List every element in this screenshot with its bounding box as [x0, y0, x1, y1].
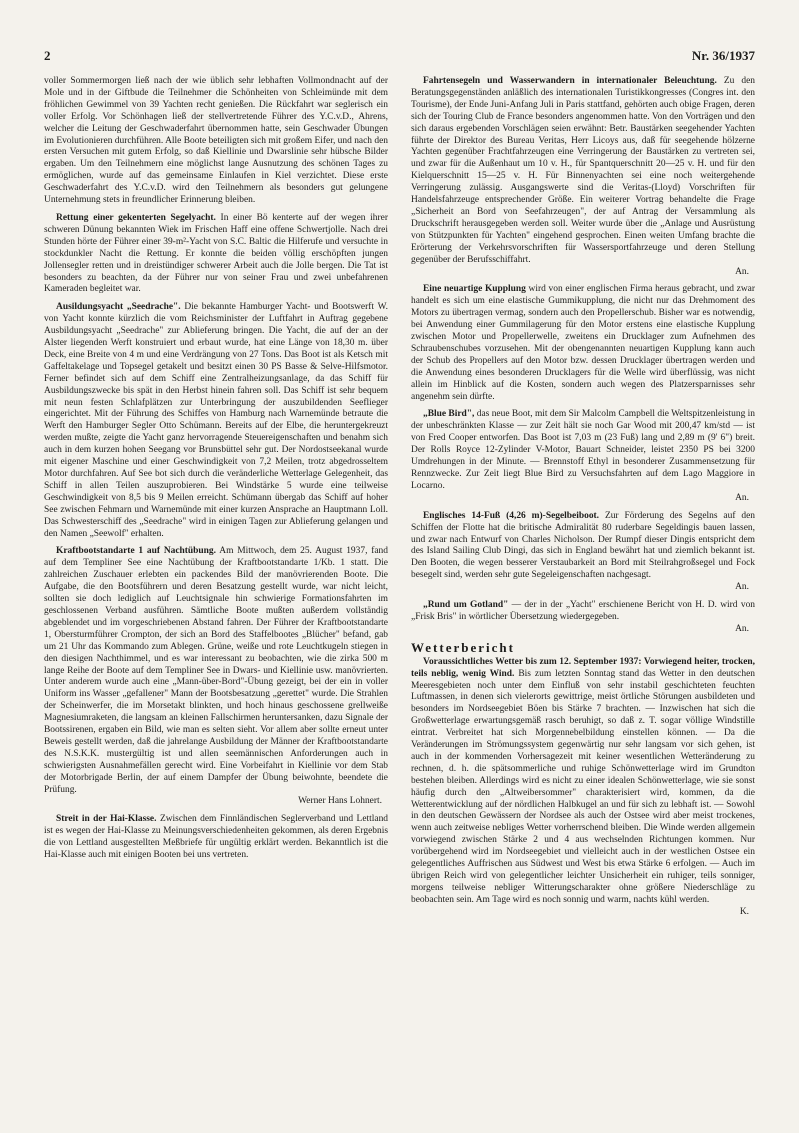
page-number: 2	[44, 48, 51, 63]
left-column	[44, 76, 388, 868]
article-body: In einer Bö kenterte auf der wegen ihrer schweren Dünung bekannten Wiek im Frischen Haff eine offene Schwertjolle. Nach drei Stunden hörte der Führer einer 39-m²-Yacht von S.C. Baltic die Hilferufe und versuchte in stockdunkler Nacht die Rettung. Er konnte die beiden völlig erschöpften jungen Jollensegler retten und in dreistündiger schwerer Arbeit auch die Jolle bergen. Die Tat ist besonders zu beachten, da der Führer nur von seiner Frau und zwei unbefahrenen Kameraden begleitet war.	[44, 212, 388, 295]
article-signature: An.	[735, 266, 749, 277]
article-headline: Englisches 14-Fuß (4,26 m)-Segelbeiboot.	[423, 510, 600, 521]
article-headline: Kraftbootstandarte 1 auf Nachtübung.	[56, 546, 217, 557]
issue-number: Nr. 36/1937	[691, 48, 755, 63]
article-body: voller Sommermorgen ließ nach der wie üblich sehr lebhaften Vollmondnacht auf der Mole und in der Giftbude die Teilnehmer die Schönheiten von Schleimünde mit dem fröhlichen Gewimmel von 39 Yachten recht genießen. Die Rückfahrt war seglerisch ein voller Erfolg. Vor Schönhagen ließ der stellvertretende Führer des Y.C.v.D., Ahrens, welcher die Leitung der Geschwaderfahrt übernommen hatte, sein Geschwader Übungen im Evolutionieren durchführen. Alle Boote beteiligten sich mit großem Eifer, und nach den ersten Versuchen mit gutem Erfolg, so daß Kiellinie und Dwarslinie sehr hübsche Bilder ergaben. Um den Teilnehmern eine möglichst lange Ausnutzung des schönen Tages zu ermöglichen, wurde auf das gemeinsame Einlaufen in Kiel verzichtet. Diese erste Geschwaderfahrt des Y.C.v.D. wird den Teilnehmern als besonders gut gelungene Unternehmung stets in freundlicher Erinnerung bleiben.	[44, 76, 388, 206]
article-seedrache	[44, 302, 388, 540]
article-headline: „Rund um Gotland"	[423, 600, 509, 611]
article-signature: An.	[735, 582, 749, 593]
article-fahrtensegeln	[411, 76, 755, 278]
article-headline: Fahrtensegeln und Wasserwandern in internationaler Beleuchtung.	[423, 76, 717, 86]
article-englisches	[411, 511, 755, 594]
article-body: Zwischen dem Finnländischen Seglerverband und Lettland ist es wegen der Hai-Klasse zu Meinungsverschiedenheiten gekommen, als deren Ergebnis die von Lettland ausgestellten Meßbriefe für ungültig erklärt werden. Bekanntlich ist die Hai-Klasse auch mit einigen Booten bei uns vertreten.	[44, 814, 389, 861]
right-column	[411, 76, 755, 925]
article-rettung	[44, 213, 388, 296]
weather-headline: Voraussichtliches Wetter bis zum 12. September 1937: Vorwiegend heiter, trocken, teils neblig, wenig Wind.	[411, 656, 755, 679]
article-signature: An.	[735, 492, 749, 503]
article-gotland	[411, 600, 755, 636]
article-signature: Werner Hans Lohnert.	[298, 796, 382, 807]
article-headline: „Blue Bird",	[423, 409, 475, 420]
weather-report	[411, 639, 756, 919]
page-header	[44, 48, 755, 68]
article-headline: Ausildungsyacht „Seedrache".	[56, 302, 181, 313]
weather-section-title: Wetterbericht	[411, 639, 515, 655]
weather-body: Bis zum letzten Sonntag stand das Wetter in den deutschen Meeresgebieten noch unter dem Einfluß von sehr instabil geschichteten feuchten Luftmassen, in denen sich vielerorts gewittrige, meist örtliche Störungen ausbildeten und besonders im Nordseegebiet Böen bis Stärke 7 brachten. — Inzwischen hat sich die Großwetterlage erwartungsgemäß rasch beruhigt, so daß z. T. sogar völlige Windstille eintrat. Verbreitet hat sich Morgennebelbildung einstellen können. — Da die Veränderungen im Strömungssystem gegenwärtig nur sehr langsam vor sich gehen, ist auch in der kommenden Vorhersagezeit mit keiner wesentlichen Wetteränderung zu rechnen, d. h. die spätsommerliche und ruhige Schönwetterlage wird im Grundton bestehen bleiben. Allerdings wird es nicht zu einer idealen Schönwetterlage, wie sie sonst häufig durch den „Altweibersommer" charakterisiert wird, kommen, da die Wetterentwicklung auf der nördlichen Halbkugel an und für sich zu lebhaft ist. — Sowohl in den deutschen Gewässern der Nordsee als auch der Ostsee wird aber meist trockenes, wenn auch zeitweise nebliges Wetter vorherrschend bleiben. Die Winde werden allgemein vorwiegend zwischen Stärke 2 und 4 aus wechselnden Richtungen kommen. Nur vorübergehend wird im Nordseegebiet und vielleicht auch in der westlichen Ostsee ein gelegentliches Auffrischen aus Südwest und West bis etwa Stärke 6 erfolgen. — Auch im übrigen Reich wird von gelegentlicher leichter Unsicherheit ein ruhiger, teils sonniger, morgens teilweise nebliger Witterungscharakter ohne größere Niederschläge zu beobachten sein. Am Tage wird es noch sonnig und warm, nachts kühl werden.	[411, 668, 756, 905]
article-hai	[44, 814, 388, 862]
article-headline: Eine neuartige Kupplung	[423, 284, 526, 295]
article-kraftboot	[44, 546, 388, 808]
article-signature: An.	[735, 623, 749, 634]
article-headline: Rettung einer gekenterten Segelyacht.	[56, 212, 216, 223]
article-body: Am Mittwoch, dem 25. August 1937, fand auf dem Templiner See eine Nachtübung der Kraftbootstandarte 1/Kb. 1 statt. Die zahlreichen Zuschauer erlebten ein packendes Bild der manövrierenden Boote. Die Aufgabe, die den Bootsführern und deren Besatzung gestellt wurde, war nicht leicht, sollten sie doch lediglich auf Leuchtsignale hin schwierige Formationsfahrten im geschlossenen Verband ausführen. Sämtliche Boote mußten außerdem vollständig abgeblendet und im vorgeschriebenen Abstand fahren. Der Führer der Kraftbootstandarte 1, Obersturmführer Crompton, der sich an Bord des Staffelbootes „Blücher" befand, gab um 21 Uhr das Kommando zum Ablegen. Grüne, weiße und rote Leuchtkugeln stiegen in den diesigen Nachthimmel, und es war interessant zu beobachten, wie die zirka 500 m lange Reihe der Boote auf dem Templiner See in Dwars- und Kiellinie usw. manövrierten. Unter anderem wurde auch eine „Mann-über-Bord"-Übung gezeigt, bei der ein in voller Uniform ins Wasser „gefallener" Mann der Bootsbesatzung „gerettet" wurde. Die Strahlen der Scheinwerfer, die im Morsetakt blinkten, und hoch hinaus geschossene grellweiße Magnesiumraketen, die langsam an kleinen Fallschirmen heruntersanken, dazu Signale der Bootssirenen, ergaben ein Bild, wie man es selten sieht. Vor allem aber sollte erneut unter Beweis gestellt werden, daß die jahrelange Ausbildung der Männer der Kraftbootstandarte des N.S.K.K. mustergültig ist und allen seemännischen Anforderungen auch in schwierigsten Ausnahmefällen gerecht wird. Eine Vorbeifahrt in Kiellinie vor dem Stab der Motorbrigade Berlin, der auf einem Dampfer der Übung beiwohnte, beendete die Prüfung.	[44, 546, 388, 795]
article-headline: Streit in der Hai-Klasse.	[56, 814, 157, 825]
article-body: Zu den Beratungsgegenständen anläßlich des internationalen Turistikkongresses (Congres int. den Tourisme), der Ende Juni-Anfang Juli in Paris stattfand, gehörten auch obige Fragen, deren sich der Touring Club de France besonders angenommen hatte. Von den Vorträgen und den sich daraus ergebenden Vorschlägen seien erwähnt: Betr. Baustärken seegehender Yachten führte der Direktor des Bureau Veritas, Herr Licoys aus, daß für seegehende hölzerne Yachten gegenüber Frachtfahrzeugen eine Verringerung der Baustärken zu vertreten sei, und zwar für die Außenhaut um 10 v. H., für Spantquerschnitt 20—25 v. H. und für den Kielquerschnitt 15—25 v. H. Für Binnenyachten sei eine noch weitergehende Verringerung zulässig. Ausgangswerte sind die Veritas-(Lloyd) Vorschriften für Handelsfahrzeuge entsprechender Größe. Ein weiterer Vortrag behandelte die Frage „Sicherheit an Bord von Seefahrzeugen", der auf Antrag der Versammlung als Druckschrift herausgegeben werden soll. Weiter wurde über die „Anlage und Ausrüstung von Stützpunkten für Yachten" eingehend gesprochen. Einen weiten Umfang brachte die Erörterung der Verkehrsvorschriften für Wassersportfahrzeuge und deren Stellung gegenüber der Berufsschiffahrt.	[411, 76, 755, 265]
article-body: das neue Boot, mit dem Sir Malcolm Campbell die Weltspitzenleistung in der unbeschränkten Klasse — zur Zeit hält sie noch Gar Wood mit 200,47 km/std — ist von Fred Cooper entworfen. Das Boot ist 7,03 m (23 Fuß) lang und 2,89 m (9' 6") breit. Der Rolls Royce 12-Zylinder V-Motor, Bauart Schneider, leistet 2350 PS bei 3200 Umdrehungen in der Minute. — Brennstoff Ethyl in besonderer Zusammensetzung für Rennzwecke. Zur Zeit liegt Blue Bird zu Versuchsfahrten auf dem Lago Maggiore in Locarno.	[411, 409, 756, 491]
article-body: — der in der „Yacht" erschienene Bericht von H. D. wird von „Frisk Bris" in wörtlicher Übersetzung wiedergegeben.	[411, 600, 756, 622]
weather-signature: K.	[739, 906, 749, 917]
article-bluebird	[411, 409, 755, 504]
article-body: wird von einer englischen Firma heraus gebracht, und zwar handelt es sich um eine elastische Gummikupplung, die nicht nur das Drehmoment des Motors zu übertragen vermag, sondern auch den Propellerschub. Bisher war es notwendig, bei Anwendung einer Gummilagerung für den Motor erstens eine elastische Kupplung zwischen Motor und Propellerwelle, zweitens ein Drucklager zum Aufnehmen des Schraubenschubes vorzusehen. Mit der obengenannten neuartigen Kupplung kann auch der Schub des Propellers auf den Motor bzw. dessen Drucklager übertragen werden und die Anwendung eines besonderen Drucklagers für die Welle wird überflüssig, was nicht allein im Hinblick auf die Kosten, sondern auch wegen des Platzersparnisses sehr angenehm sein dürfte.	[411, 284, 756, 402]
article-body: Die bekannte Hamburger Yacht- und Bootswerft W. von Yacht konnte kürzlich die vom Reichsminister der Luftfahrt in Auftrag gegebene Ausbildungsyacht „Seedrache" zur Ablieferung bringen. Die Yacht, die auf der an der Alster liegenden Werft konstruiert und erbaut wurde, hat eine Länge von 18,30 m. über Deck, eine Breite von 4 m und eine Verdrängung von 27 Tons. Das Boot ist als Ketsch mit Gaffeltakelage und Topsegel getakelt und besitzt einen 30 PS Basse & Selve-Hilfsmotor. Ferner befindet sich auf dem Schiff eine Zentralheizungsanlage, da das Schiff für Ausbildungszwecke bis spät in den Herbst hinein fahren soll. Das Schiff ist sehr bequem mit neun festen Schlafplätzen zur Unterbringung der auszubildenden Seeflieger eingerichtet. Mit der Führung des Schiffes von Hamburg nach Warnemünde betraute die Werft den Hamburger Segler Otto Schümann. Bereits auf der Elbe, die heruntergekreuzt werden mußte, zeigte die Yacht ganz hervorragende Steuereigenschaften und benahm sich auch in dem kurzen hohen Seegang vor Brunsbüttel sehr gut. Der Nordostseekanal wurde mit eigener Maschine und einer Geschwindigkeit von 7,2 Meilen, trotz abgedrosseltem Motor durchfahren. Auf See bot sich durch die veränderliche Wetterlage Gelegenheit, das Schiff in allen Teilen auszuprobieren. Bei Windstärke 5 wurde eine teilweise Geschwindigkeit von 8,5 bis 9 Meilen erreicht. Schümann übergab das Schiff auf hoher See zwischen Fehmarn und Warnemünde mit einer kurzen Ansprache an Hauptmann Loll. Das Schwesterschiff des „Seedrache" wird in einigen Tagen zur Ablieferung gelangen und den Namen „Seewolf" erhalten.	[44, 302, 388, 539]
article-intro	[44, 76, 388, 207]
article-kupplung	[411, 284, 755, 403]
article-body: Zur Förderung des Segelns auf den Schiffen der Flotte hat die britische Admiralität 80 ruderbare Segeldingis bauen lassen, und zwar nach Entwurf von Charles Nicholson. Der Rumpf dieser Dingis entspricht dem des Island Sailing Club Dingi, das sich in England bewährt hat und ziemlich bekannt ist. Den Booten, die wegen besserer Verstaubarkeit an Bord mit Steilrahgroßsegel und Fock besegelt sind, werden sehr gute Segeleigenschaften nachgesagt.	[411, 510, 756, 581]
